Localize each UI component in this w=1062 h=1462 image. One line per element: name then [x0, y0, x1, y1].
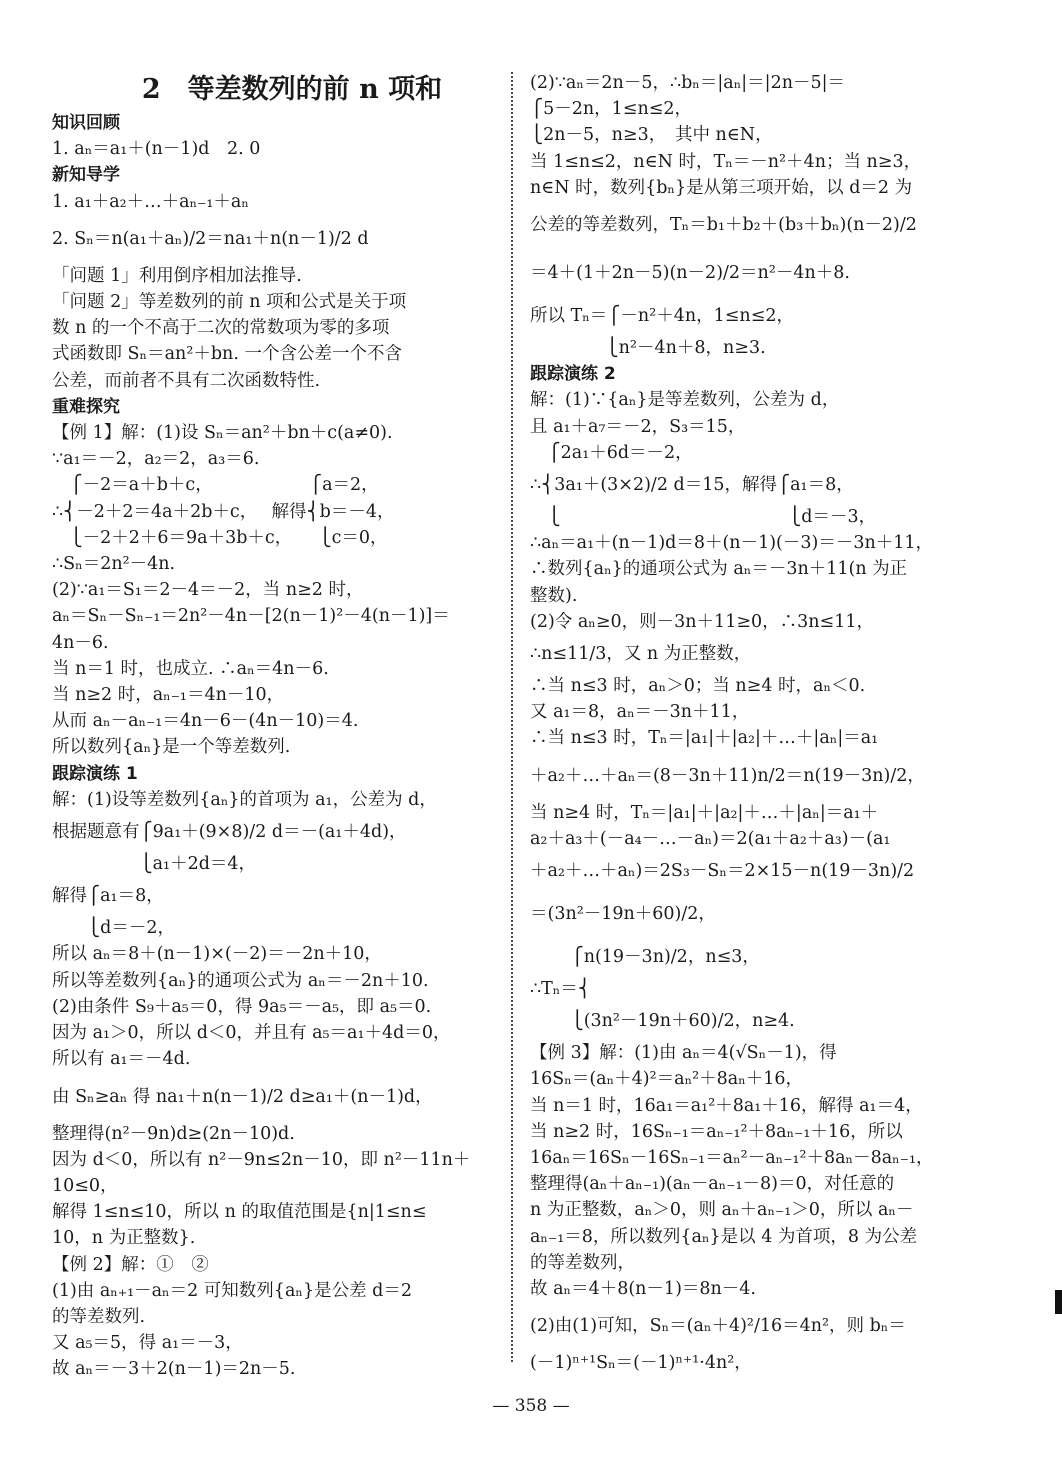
right-line: ⎩2n－5，n≥3， 其中 n∈N， [530, 125, 773, 146]
left-line: 公差，而前者不具有二次函数特性. [52, 370, 321, 391]
left-line: 解：(1)设等差数列{aₙ}的首项为 a₁，公差为 d， [52, 789, 437, 810]
left-line: 根据题意有⎧9a₁＋(9×8)/2 d＝－(a₁＋4d)， [52, 822, 407, 843]
left-line: 4n－6. [52, 632, 109, 653]
left-line: ⎩－2＋2＋6＝9a＋3b＋c， ⎩c＝0， [52, 527, 388, 548]
left-line: 「问题 2」等差数列的前 n 项和公式是关于项 [52, 292, 407, 313]
left-line: (1)由 aₙ₊₁－aₙ＝2 可知数列{aₙ}是公差 d＝2 [52, 1280, 412, 1301]
left-line: ∵a₁＝－2，a₂＝2，a₃＝6. [52, 449, 260, 470]
right-line: ⎩(3n²－19n＋60)/2，n≥4. [530, 1011, 795, 1032]
right-line: aₙ₋₁＝8，所以数列{aₙ}是以 4 为首项，8 为公差 [530, 1226, 918, 1247]
right-line: ∴n≤11/3，又 n 为正整数， [530, 644, 752, 665]
right-line: ＋a₂＋…＋aₙ)＝2S₃－Sₙ＝2×15－n(19－3n)/2 [530, 861, 915, 882]
right-line: 的等差数列， [530, 1252, 635, 1273]
right-line: ＋a₂＋…＋aₙ＝(8－3n＋11)n/2＝n(19－3n)/2， [530, 765, 925, 786]
right-line: 16aₙ＝16Sₙ－16Sₙ₋₁＝aₙ²－aₙ₋₁²＋8aₙ－8aₙ₋₁， [530, 1148, 934, 1169]
right-line: 16Sₙ＝(aₙ＋4)²＝aₙ²＋8aₙ＋16， [530, 1069, 804, 1090]
right-line: 当 n≥2 时，16Sₙ₋₁＝aₙ₋₁²＋8aₙ₋₁＋16，所以 [530, 1121, 903, 1142]
right-line: ⎧5－2n，1≤n≤2， [530, 99, 693, 120]
left-line: 解得 1≤n≤10，所以 n 的取值范围是{n|1≤n≤ [52, 1202, 427, 1223]
left-line: 当 n≥2 时，aₙ₋₁＝4n－10， [52, 685, 285, 706]
right-line: n 为正整数，aₙ＞0，则 aₙ＋aₙ₋₁＞0，所以 aₙ－ [530, 1200, 914, 1221]
left-line: 因为 d＜0，所以有 n²－9n≤2n－10，即 n²－11n＋ [52, 1149, 471, 1170]
right-line: a₂＋a₃＋(－a₄－…－aₙ)＝2(a₁＋a₂＋a₃)－(a₁ [530, 828, 891, 849]
left-line: 10≤0， [52, 1175, 118, 1196]
right-line: ＝4＋(1＋2n－5)(n－2)/2＝n²－4n＋8. [530, 263, 850, 284]
left-line: ⎧－2＝a＋b＋c， ⎧a＝2， [52, 475, 379, 496]
edge-mark [1055, 1290, 1062, 1314]
left-line: 的等差数列. [52, 1306, 146, 1327]
left-line: 2. Sₙ＝n(a₁＋aₙ)/2＝na₁＋n(n－1)/2 d [52, 228, 369, 249]
right-line: 又 a₁＝8，aₙ＝－3n＋11， [530, 702, 750, 723]
right-line: ∴Tₙ＝⎨ [530, 979, 592, 1000]
left-line: 所以数列{aₙ}是一个等差数列. [52, 737, 291, 758]
right-line: ∴数列{aₙ}的通项公式为 aₙ＝－3n＋11(n 为正 [530, 559, 908, 580]
left-line: 所以有 a₁＝－4d. [52, 1049, 191, 1070]
left-line: aₙ＝Sₙ－Sₙ₋₁＝2n²－4n－[2(n－1)²－4(n－1)]＝ [52, 606, 450, 627]
right-line: ⎧2a₁＋6d＝－2， [530, 442, 693, 463]
right-line: 所以 Tₙ＝⎧－n²＋4n，1≤n≤2， [530, 306, 794, 327]
left-line: 式函数即 Sₙ＝an²＋bn. 一个含公差一个不含 [52, 344, 402, 365]
right-line: 且 a₁＋a₇＝－2，S₃＝15， [530, 416, 746, 437]
right-line: 跟踪演练 2 [530, 364, 616, 385]
right-line: ⎩ ⎩d＝－3， [530, 507, 877, 528]
section-title: 2 等差数列的前 n 项和 [141, 74, 443, 105]
right-line: 公差的等差数列，Tₙ＝b₁＋b₂＋(b₃＋bₙ)(n－2)/2 [530, 215, 917, 236]
left-line: 重难探究 [52, 396, 120, 417]
left-line: 「问题 1」利用倒序相加法推导. [52, 265, 302, 286]
right-line: (2)∵aₙ＝2n－5，∴bₙ＝|aₙ|＝|2n－5|＝ [530, 73, 845, 93]
left-column [52, 70, 492, 1383]
right-line: 当 n≥4 时，Tₙ＝|a₁|＋|a₂|＋…＋|aₙ|＝a₁＋ [530, 802, 879, 823]
left-line: 又 a₅＝5，得 a₁＝－3， [52, 1333, 243, 1354]
right-line: 当 n＝1 时，16a₁＝a₁²＋8a₁＋16，解得 a₁＝4， [530, 1095, 923, 1116]
left-line: 所以等差数列{aₙ}的通项公式为 aₙ＝－2n＋10. [52, 970, 429, 991]
left-line: (2)∵a₁＝S₁＝2－4＝－2，当 n≥2 时， [52, 580, 364, 601]
right-line: n∈N 时，数列{bₙ}是从第三项开始，以 d＝2 为 [530, 177, 913, 198]
left-line: ⎩d＝－2， [52, 918, 175, 939]
left-line: 所以 aₙ＝8＋(n－1)×(－2)＝－2n＋10， [52, 944, 382, 965]
left-line: 从而 aₙ－aₙ₋₁＝4n－6－(4n－10)＝4. [52, 711, 359, 732]
right-line: ∴aₙ＝a₁＋(n－1)d＝8＋(n－1)(－3)＝－3n＋11， [530, 533, 934, 554]
left-line: 【例 1】解：(1)设 Sₙ＝an²＋bn＋c(a≠0). [52, 423, 393, 444]
left-line: 10，n 为正整数}. [52, 1228, 196, 1249]
right-column [530, 70, 970, 1377]
right-line: (－1)ⁿ⁺¹Sₙ＝(－1)ⁿ⁺¹·4n²， [530, 1353, 752, 1374]
right-line: 整理得(aₙ＋aₙ₋₁)(aₙ－aₙ₋₁－8)＝0，对任意的 [530, 1174, 895, 1195]
right-line: 【例 3】解：(1)由 aₙ＝4(√Sₙ－1)，得 [530, 1043, 837, 1064]
left-line: 新知导学 [52, 165, 120, 186]
right-line: 当 1≤n≤2，n∈N 时，Tₙ＝－n²＋4n；当 n≥3， [530, 151, 922, 172]
left-line: ∴⎨－2＋2＝4a＋2b＋c， 解得⎨b＝－4， [52, 501, 395, 522]
left-line: 由 Sₙ≥aₙ 得 na₁＋n(n－1)/2 d≥a₁＋(n－1)d， [52, 1086, 433, 1107]
right-line: ⎩n²－4n＋8，n≥3. [530, 338, 766, 359]
left-line: ∴Sₙ＝2n²－4n. [52, 554, 176, 575]
right-line: ∴当 n≤3 时，aₙ＞0；当 n≥4 时，aₙ＜0. [530, 676, 866, 697]
right-line: ∴当 n≤3 时，Tₙ＝|a₁|＋|a₂|＋…＋|aₙ|＝a₁ [530, 728, 879, 749]
left-line: 因为 a₁＞0，所以 d＜0，并且有 a₅＝a₁＋4d＝0， [52, 1023, 451, 1044]
left-line: 1. a₁＋a₂＋…＋aₙ₋₁＋aₙ [52, 191, 249, 212]
left-line: 知识回顾 [52, 113, 120, 133]
left-line: 数 n 的一个不高于二次的常数项为零的多项 [52, 318, 390, 339]
left-line: 整理得(n²－9n)d≥(2n－10)d. [52, 1123, 295, 1144]
left-line: 跟踪演练 1 [52, 763, 138, 784]
left-line: 解得⎧a₁＝8， [52, 886, 164, 907]
right-line: ＝(3n²－19n＋60)/2， [530, 904, 716, 925]
right-line: ⎧n(19－3n)/2，n≤3， [530, 947, 760, 968]
left-line: 当 n＝1 时，也成立. ∴aₙ＝4n－6. [52, 658, 329, 679]
right-line: 解：(1)∵{aₙ}是等差数列，公差为 d， [530, 390, 840, 411]
right-line: (2)令 aₙ≥0，则－3n＋11≥0，∴3n≤11， [530, 611, 874, 632]
right-line: (2)由(1)可知，Sₙ＝(aₙ＋4)²/16＝4n²，则 bₙ＝ [530, 1316, 906, 1337]
left-line: 1. aₙ＝a₁＋(n－1)d 2. 0 [52, 139, 261, 160]
right-line: 故 aₙ＝4＋8(n－1)＝8n－4. [530, 1279, 756, 1300]
page-number: — 358 — [492, 1396, 570, 1416]
left-line: 故 aₙ＝－3＋2(n－1)＝2n－5. [52, 1359, 296, 1380]
right-line: 整数). [530, 585, 578, 606]
left-line: 【例 2】解：① ② [52, 1254, 209, 1275]
column-divider [511, 72, 513, 1362]
left-line: ⎩a₁＋2d＝4， [52, 854, 257, 875]
left-line: (2)由条件 S₉＋a₅＝0，得 9a₅＝－a₅，即 a₅＝0. [52, 996, 432, 1017]
right-line: ∴⎨3a₁＋(3×2)/2 d＝15，解得⎧a₁＝8， [530, 475, 854, 496]
